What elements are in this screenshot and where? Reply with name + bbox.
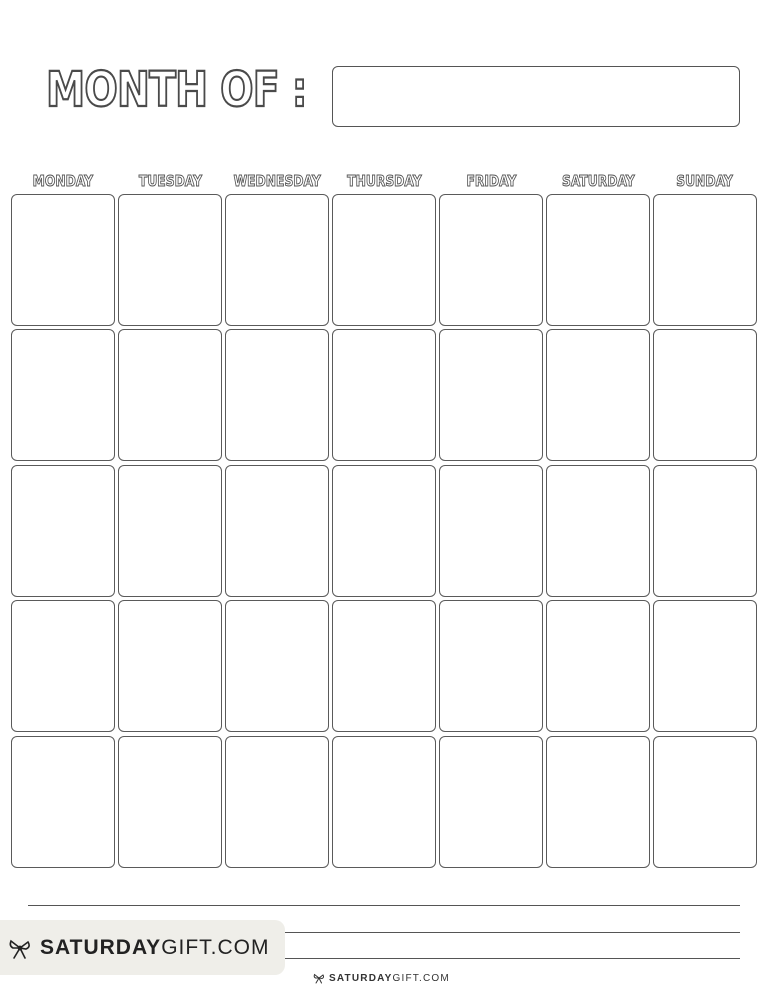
day-cell[interactable] <box>225 736 329 868</box>
page-title: MONTH OF : <box>46 62 307 118</box>
day-cell[interactable] <box>225 465 329 597</box>
day-cell[interactable] <box>332 194 436 326</box>
day-header-sunday: SUNDAY <box>676 172 734 190</box>
ribbon-bow-icon <box>6 934 34 962</box>
day-cell[interactable] <box>225 600 329 732</box>
brand-badge <box>0 920 285 975</box>
day-cell[interactable] <box>118 465 222 597</box>
day-header-wednesday: WEDNESDAY <box>233 172 321 190</box>
day-cell[interactable] <box>225 194 329 326</box>
ribbon-bow-icon <box>312 971 326 985</box>
day-cell[interactable] <box>332 600 436 732</box>
day-cell[interactable] <box>546 600 650 732</box>
note-line[interactable] <box>28 905 740 906</box>
day-cell[interactable] <box>118 600 222 732</box>
day-header-monday: MONDAY <box>32 172 94 190</box>
day-cell[interactable] <box>439 736 543 868</box>
day-cell[interactable] <box>439 465 543 597</box>
day-cell[interactable] <box>11 600 115 732</box>
day-cell[interactable] <box>225 329 329 461</box>
day-cell[interactable] <box>546 194 650 326</box>
day-cell[interactable] <box>332 329 436 461</box>
day-cell[interactable] <box>11 329 115 461</box>
day-cell[interactable] <box>546 329 650 461</box>
day-cell[interactable] <box>11 194 115 326</box>
day-cell[interactable] <box>439 194 543 326</box>
day-cell[interactable] <box>11 465 115 597</box>
day-cell[interactable] <box>439 329 543 461</box>
day-cell[interactable] <box>653 329 757 461</box>
day-cell[interactable] <box>546 736 650 868</box>
day-header-friday: FRIDAY <box>466 172 516 190</box>
day-cell[interactable] <box>653 736 757 868</box>
day-header-tuesday: TUESDAY <box>138 172 202 190</box>
day-cell[interactable] <box>11 736 115 868</box>
day-cell[interactable] <box>118 194 222 326</box>
day-cell[interactable] <box>332 736 436 868</box>
day-header-thursday: THURSDAY <box>346 172 422 190</box>
day-cell[interactable] <box>546 465 650 597</box>
month-input-box[interactable] <box>332 66 740 127</box>
day-header-saturday: SATURDAY <box>561 172 635 190</box>
day-cell[interactable] <box>118 736 222 868</box>
day-cell[interactable] <box>439 600 543 732</box>
day-cell[interactable] <box>653 600 757 732</box>
brand-name: SATURDAYGIFT.COM <box>40 935 270 959</box>
footer-brand: SATURDAY GIFT.COM <box>312 970 450 986</box>
day-cell[interactable] <box>653 465 757 597</box>
day-cell[interactable] <box>118 329 222 461</box>
day-cell[interactable] <box>653 194 757 326</box>
day-cell[interactable] <box>332 465 436 597</box>
